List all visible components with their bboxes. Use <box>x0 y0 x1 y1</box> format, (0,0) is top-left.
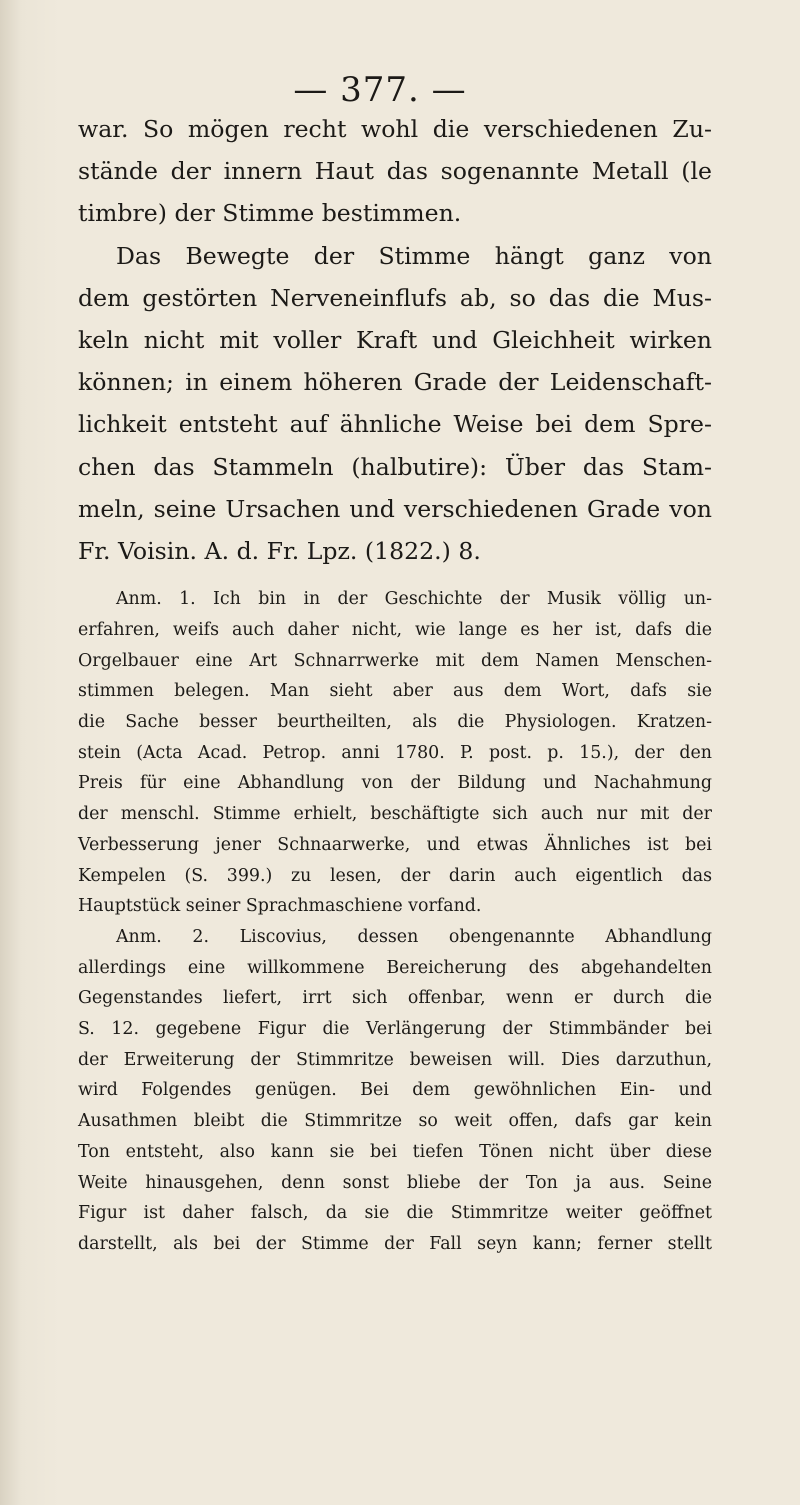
footnotes <box>78 584 712 1259</box>
note-line: stimmen belegen. Man sieht aber aus dem Wort, dafs sie <box>78 681 712 702</box>
note-line: Hauptstück seiner Sprachmaschiene vorfand. <box>78 896 482 917</box>
note-line: Weite hinausgehen, denn sonst bliebe der Ton ja aus. Seine <box>78 1172 712 1193</box>
note-line: Gegenstandes liefert, irrt sich offenbar, wenn er durch die <box>78 988 712 1009</box>
note-line: Anm. 2. Liscovius, dessen obengenannte Abhandlung <box>116 926 712 947</box>
note-line: der Erweiterung der Stimmritze beweisen will. Dies darzuthun, <box>78 1049 712 1070</box>
note-line: stein (Acta Acad. Petrop. anni 1780. P. post. p. 15.), der den <box>78 742 712 763</box>
note-line: Ton entsteht, also kann sie bei tiefen Tönen nicht über diese <box>78 1141 712 1162</box>
text-line: dem gestörten Nerveneinflufs ab, so das die Mus- <box>78 283 712 312</box>
body-text <box>78 108 712 1260</box>
note-line: Preis für eine Abhandlung von der Bildung und Nachahmung <box>78 773 712 794</box>
note-line: Orgelbauer eine Art Schnarrwerke mit dem Namen Menschen- <box>78 650 712 671</box>
note-line: Figur ist daher falsch, da sie die Stimmritze weiter geöffnet <box>78 1203 712 1224</box>
note-line: wird Folgendes genügen. Bei dem gewöhnlichen Ein- und <box>78 1080 712 1101</box>
text-line: timbre) der Stimme bestimmen. <box>78 199 462 228</box>
text-line: Das Bewegte der Stimme hängt ganz von <box>116 241 712 270</box>
note-line: erfahren, weifs auch daher nicht, wie lange es her ist, dafs die <box>78 619 712 640</box>
text-line: keln nicht mit voller Kraft und Gleichheit wirken <box>78 326 712 355</box>
note-line: darstellt, als bei der Stimme der Fall seyn kann; ferner stellt <box>78 1234 712 1254</box>
text-line: war. So mögen recht wohl die verschiedenen Zu- <box>78 115 712 143</box>
text-line: stände der innern Haut das sogenannte Metall (le <box>78 157 712 186</box>
note-line: S. 12. gegebene Figur die Verlängerung der Stimmbänder bei <box>78 1019 712 1040</box>
text-line: meln, seine Ursachen und verschiedenen Grade von <box>78 494 712 523</box>
note-line: Verbesserung jener Schnaarwerke, und etwas Ähnliches ist bei <box>78 834 712 855</box>
note-line: allerdings eine willkommene Bereicherung des abgehandelten <box>78 957 712 978</box>
text-line: können; in einem höheren Grade der Leidenschaft- <box>78 368 712 397</box>
note-line: Anm. 1. Ich bin in der Geschichte der Musik völlig un- <box>116 589 712 610</box>
text-line: lichkeit entsteht auf ähnliche Weise bei dem Spre- <box>78 410 712 439</box>
note-line: die Sache besser beurtheilten, als die Physiologen. Kratzen- <box>78 712 712 733</box>
text-line: Fr. Voisin. A. d. Fr. Lpz. (1822.) 8. <box>78 537 481 566</box>
note-line: Kempelen (S. 399.) zu lesen, der darin auch eigentlich das <box>78 865 712 886</box>
note-line: Ausathmen bleibt die Stimmritze so weit offen, dafs gar kein <box>78 1111 712 1132</box>
main-paragraphs <box>78 108 712 572</box>
note-line: der menschl. Stimme erhielt, beschäftigte sich auch nur mit der <box>78 804 712 825</box>
page-number: — 377. — <box>293 70 467 110</box>
text-line: chen das Stammeln (halbutire): Über das Stam- <box>78 452 712 481</box>
